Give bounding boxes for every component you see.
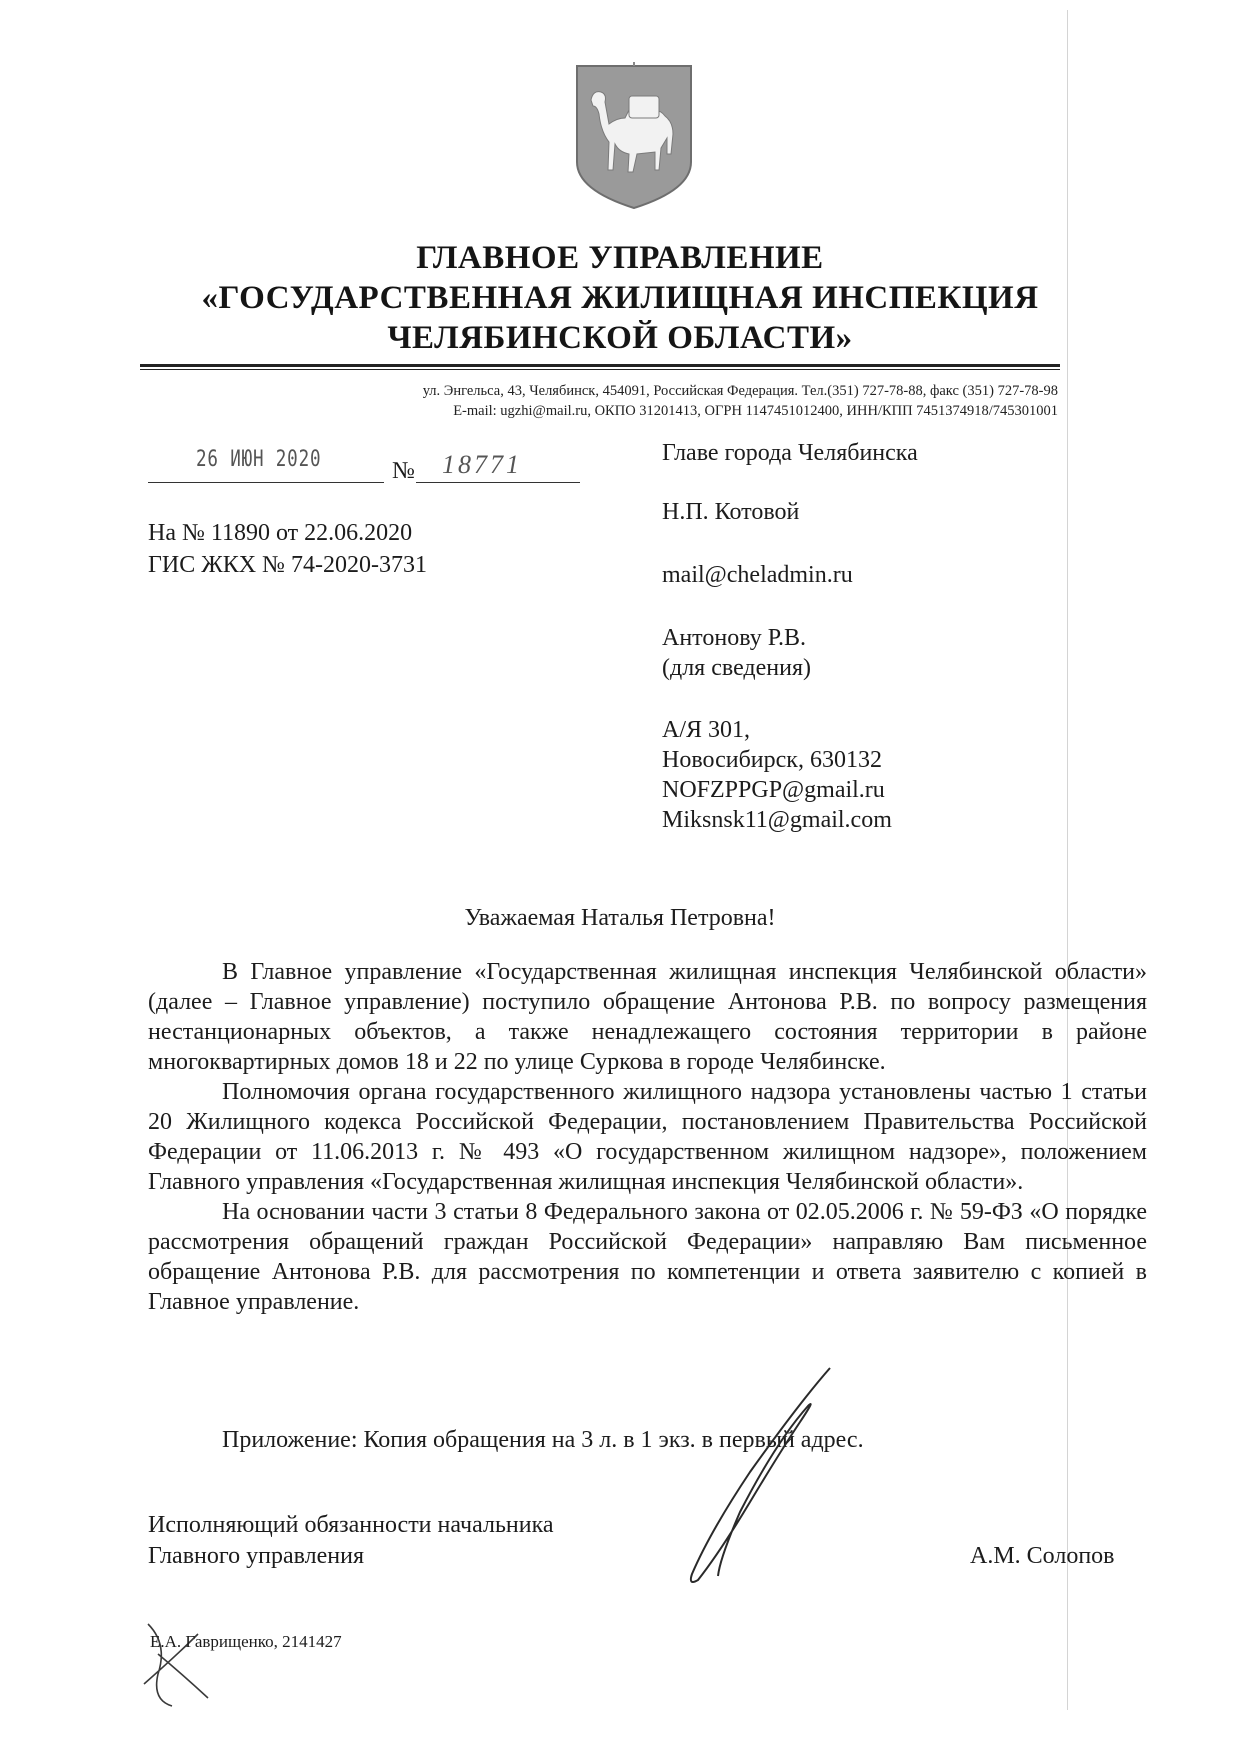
executor-info: Е.А. Гаврищенко, 2141427 [150, 1632, 342, 1651]
header-divider-thick [140, 364, 1060, 367]
gis-reference: ГИС ЖКХ № 74-2020-3731 [148, 552, 427, 578]
body-paragraph: Полномочия органа государственного жилищного надзора установлены частью 1 статьи 20 Жилищного кодекса Российской Федерации, постановлением Правительства Российской Федерации от 11.06.2013 г. № 493 «О государственном жилищном надзоре», положением Главного управления «Государственная жилищная инспекция Челябинской области». [148, 1079, 1147, 1195]
attachment-note: Приложение: Копия обращения на 3 л. в 1 экз. в первый адрес. [222, 1427, 864, 1453]
org-title-line-3: ЧЕЛЯБИНСКОЙ ОБЛАСТИ» [387, 320, 853, 356]
letter-body [148, 957, 1147, 1317]
addressee-line: Антонову Р.В. [662, 625, 807, 651]
addressee-email: mail@cheladmin.ru [662, 562, 853, 588]
letter-greeting: Уважаемая Наталья Петровна! [464, 905, 776, 931]
addressee-email: NOFZPPGP@gmail.ru [662, 777, 885, 803]
addressee-line: Главе города Челябинска [662, 440, 918, 466]
signatory-title: Исполняющий обязанности начальника [148, 1512, 554, 1538]
number-underline [416, 482, 580, 483]
date-underline [148, 482, 384, 483]
addressee-line: А/Я 301, [662, 717, 751, 743]
number-label: № [392, 458, 415, 484]
org-contacts-line-2: E-mail: ugzhi@mail.ru, ОКПО 31201413, ОГРН 1147451012400, ИНН/КПП 7451374918/745301001 [453, 403, 1058, 419]
addressee-line: Н.П. Котовой [662, 499, 800, 525]
org-contacts-line-1: ул. Энгельса, 43, Челябинск, 454091, Российская Федерация. Тел.(351) 727-78-88, факс (351) 727-78-98 [422, 383, 1058, 399]
body-paragraph: На основании части 3 статьи 8 Федерального закона от 02.05.2006 г. № 59-ФЗ «О порядке рассмотрения обращений граждан Российской Федерации» направляю Вам письменное обращение Антонова Р.В. для рассмотрения по компетенции и ответа заявителю с копией в Главное управление. [148, 1199, 1147, 1315]
signatory-title: Главного управления [148, 1543, 364, 1569]
addressee-email: Miksnsk11@gmail.com [662, 807, 892, 833]
coat-of-arms-emblem [573, 62, 695, 210]
registration-number: 18771 [442, 450, 522, 479]
body-paragraph: В Главное управление «Государственная жилищная инспекция Челябинской области» (далее – Главное управление) поступило обращение Антонова Р.В. по вопросу размещения нестанционарных объектов, а также ненадлежащего состояния территории в районе многоквартирных домов 18 и 22 по улице Суркова в городе Челябинске. [148, 959, 1147, 1075]
header-divider-thin [140, 369, 1060, 370]
org-title-line-1: ГЛАВНОЕ УПРАВЛЕНИЕ [416, 240, 824, 276]
executor-initials-mark [138, 1614, 218, 1714]
signatory-name: А.М. Солопов [970, 1543, 1115, 1569]
addressee-line: (для сведения) [662, 655, 811, 681]
reference-number: На № 11890 от 22.06.2020 [148, 520, 413, 546]
addressee-line: Новосибирск, 630132 [662, 747, 882, 773]
org-title-line-2: «ГОСУДАРСТВЕННАЯ ЖИЛИЩНАЯ ИНСПЕКЦИЯ [201, 280, 1039, 316]
handwritten-signature [680, 1362, 840, 1592]
registration-date-stamp: 26 ИЮН 2020 [196, 447, 322, 472]
